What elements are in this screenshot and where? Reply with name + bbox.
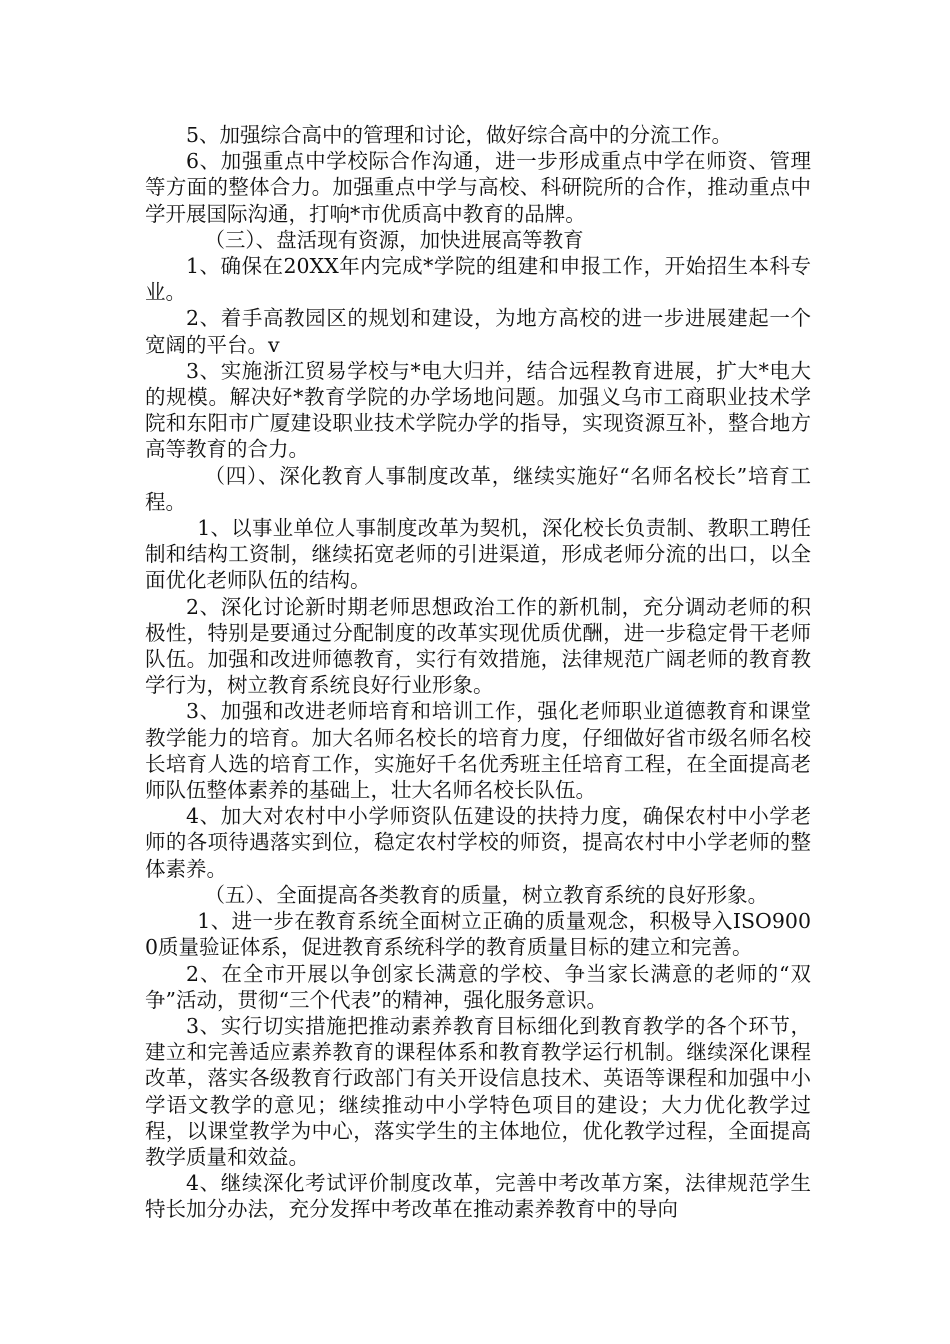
paragraph-item-6: 6、加强重点中学校际合作沟通，进一步形成重点中学在师资、管理等方面的整体合力。加强重点中学与高校、科研院所的合作，推动重点中学开展国际沟通，打响*市优质高中教育的品牌。 xyxy=(145,149,811,226)
paragraph-item-4-3: 3、加强和改进老师培育和培训工作，强化老师职业道德教育和课堂教学能力的培育。加大名师名校长的培育力度，仔细做好省市级名师名校长培育人选的培育工作，实施好千名优秀班主任培育工程，在全面提高老师队伍整体素养的基础上，壮大名师名校长队伍。 xyxy=(145,699,811,803)
paragraph-item-5-4: 4、继续深化考试评价制度改革，完善中考改革方案，法律规范学生特长加分办法，充分发挥中考改革在推动素养教育中的导向 xyxy=(145,1171,811,1222)
paragraph-item-4-4: 4、加大对农村中小学师资队伍建设的扶持力度，确保农村中小学老师的各项待遇落实到位，稳定农村学校的师资，提高农村中小学老师的整体素养。 xyxy=(145,804,811,881)
paragraph-item-3-3: 3、实施浙江贸易学校与*电大归并，结合远程教育进展，扩大*电大的规模。解决好*教育学院的办学场地问题。加强义乌市工商职业技术学院和东阳市广厦建设职业技术学院办学的指导，实现资源互补，整合地方高等教育的合力。 xyxy=(145,358,811,462)
section-heading-5: （五）、全面提高各类教育的质量，树立教育系统的良好形象。 xyxy=(204,882,769,907)
paragraph-item-5: 5、加强综合高中的管理和讨论，做好综合高中的分流工作。 xyxy=(186,123,733,147)
paragraph-item-5-3: 3、实行切实措施把推动素养教育目标细化到教育教学的各个环节，建立和完善适应素养教育的课程体系和教育教学运行机制。继续深化课程改革，落实各级教育行政部门有关开设信息技术、英语等课程和加强中小学语文教学的意见；继续推动中小学特色项目的建设；大力优化教学过程，以课堂教学为中心，落实学生的主体地位，优化教学过程，全面提高教学质量和效益。 xyxy=(145,1013,811,1169)
section-heading-4: （四）、深化教育人事制度改革，继续实施好“名师名校长”培育工程。 xyxy=(145,463,811,514)
section-heading-3: （三）、盘活现有资源，加快进展高等教育 xyxy=(204,227,584,252)
paragraph-item-5-1: 1、进一步在教育系统全面树立正确的质量观念，积极导入ISO9000质量验证体系，促进教育系统科学的教育质量目标的建立和完善。 xyxy=(145,909,811,960)
paragraph-item-3-1: 1、确保在20XX年内完成*学院的组建和申报工作，开始招生本科专业。 xyxy=(145,254,811,305)
paragraph-item-4-2: 2、深化讨论新时期老师思想政治工作的新机制，充分调动老师的积极性，特别是要通过分配制度的改革实现优质优酬，进一步稳定骨干老师队伍。加强和改进师德教育，实行有效措施，法律规范广阔老师的教育教学行为，树立教育系统良好行业形象。 xyxy=(145,594,811,698)
document-page xyxy=(145,122,811,1223)
paragraph-item-4-1: 1、以事业单位人事制度改革为契机，深化校长负责制、教职工聘任制和结构工资制，继续拓宽老师的引进渠道，形成老师分流的出口，以全面优化老师队伍的结构。 xyxy=(145,516,811,593)
paragraph-item-3-2: 2、着手高教园区的规划和建设，为地方高校的进一步进展建起一个宽阔的平台。v xyxy=(145,306,811,357)
paragraph-item-5-2: 2、在全市开展以争创家长满意的学校、争当家长满意的老师的“双争”活动，贯彻“三个代表”的精神，强化服务意识。 xyxy=(145,961,811,1012)
